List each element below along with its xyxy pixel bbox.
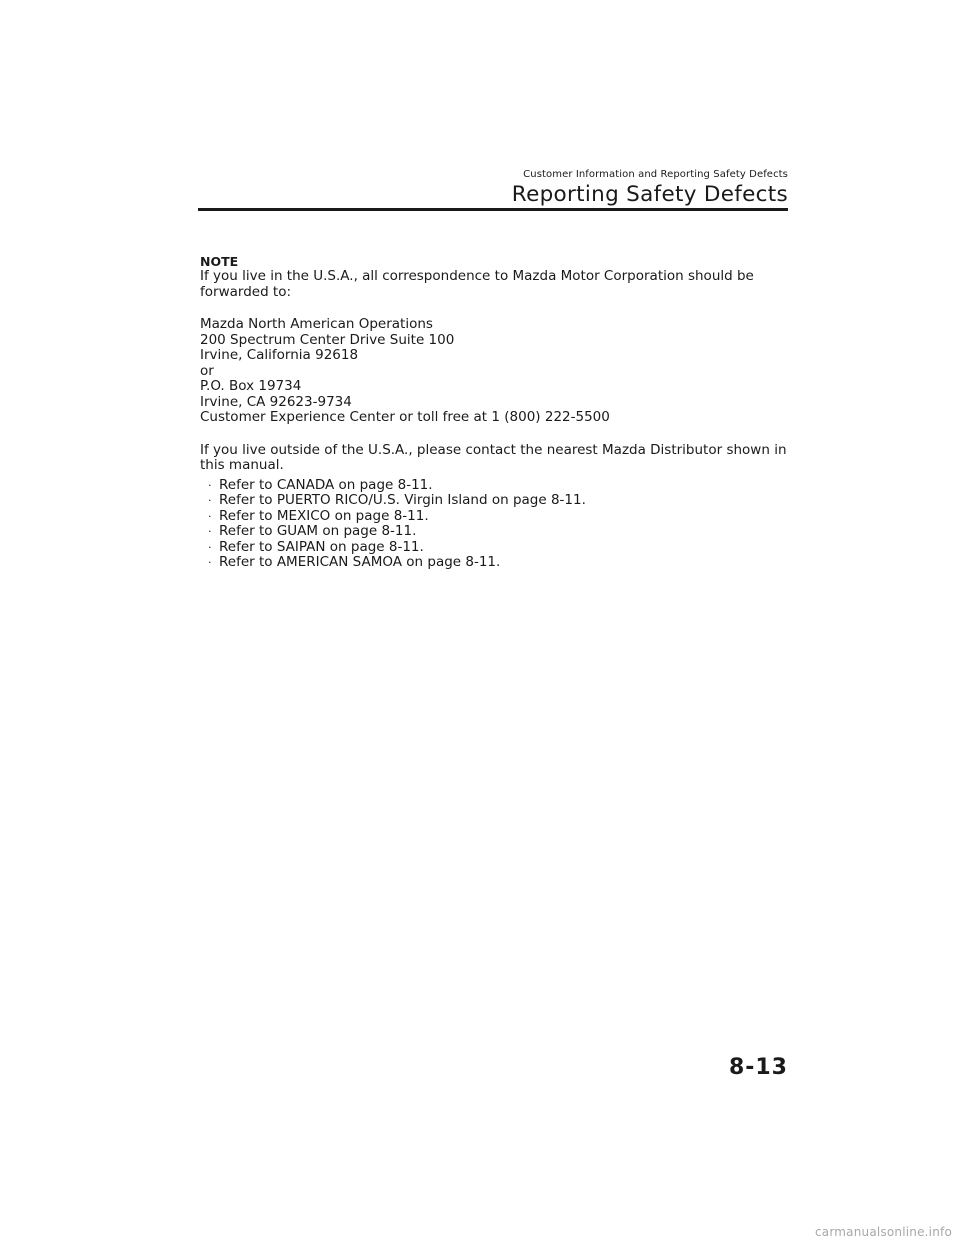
section-name: Customer Information and Reporting Safety Defects [523, 169, 788, 180]
reference-item-mexico [208, 509, 800, 525]
reference-text: Refer to CANADA on page 8-11. [219, 476, 433, 493]
reference-item-canada [208, 478, 800, 494]
bullet-icon: · [208, 540, 212, 554]
bullet-icon: · [208, 494, 212, 507]
address-block [200, 317, 800, 426]
address-line: 200 Spectrum Center Drive Suite 100 [200, 331, 455, 348]
address-line: Mazda North American Operations [200, 316, 433, 332]
note-label: NOTE [200, 254, 239, 269]
bullet-icon: · [208, 556, 212, 569]
reference-text: Refer to GUAM on page 8-11. [219, 523, 417, 539]
note-content [200, 254, 800, 571]
reference-text: Refer to PUERTO RICO/U.S. Virgin Island on page 8-11. [219, 492, 586, 508]
reference-item-saipan [208, 540, 800, 556]
outside-usa-text: If you live outside of the U.S.A., please contact the nearest Mazda Distributor shown in this manual. [200, 441, 787, 473]
bullet-icon: · [208, 525, 212, 538]
note-intro: If you live in the U.S.A., all correspondence to Mazda Motor Corporation should be forwarded to: [200, 268, 754, 300]
address-line: P.O. Box 19734 [200, 378, 302, 394]
watermark[interactable]: carmanualsonline.info [815, 1225, 952, 1239]
bullet-icon: · [208, 478, 212, 492]
reference-text: Refer to SAIPAN on page 8-11. [219, 538, 424, 555]
header-divider [198, 208, 788, 211]
reference-list [200, 478, 800, 571]
address-line: Irvine, CA 92623-9734 [200, 393, 352, 410]
page-title: Reporting Safety Defects [511, 182, 788, 207]
reference-item-guam [208, 524, 800, 540]
page-header [512, 168, 788, 208]
page-number: 8-13 [728, 1055, 788, 1080]
address-line: Irvine, California 92618 [200, 347, 359, 363]
bullet-icon: · [208, 509, 212, 523]
reference-text: Refer to AMERICAN SAMOA on page 8-11. [219, 554, 501, 570]
address-line: Customer Experience Center or toll free at 1 (800) 222-5500 [200, 409, 610, 425]
reference-item-american-samoa [208, 555, 800, 571]
address-line: or [200, 362, 214, 379]
reference-text: Refer to MEXICO on page 8-11. [219, 507, 429, 524]
reference-item-puerto-rico [208, 493, 800, 509]
